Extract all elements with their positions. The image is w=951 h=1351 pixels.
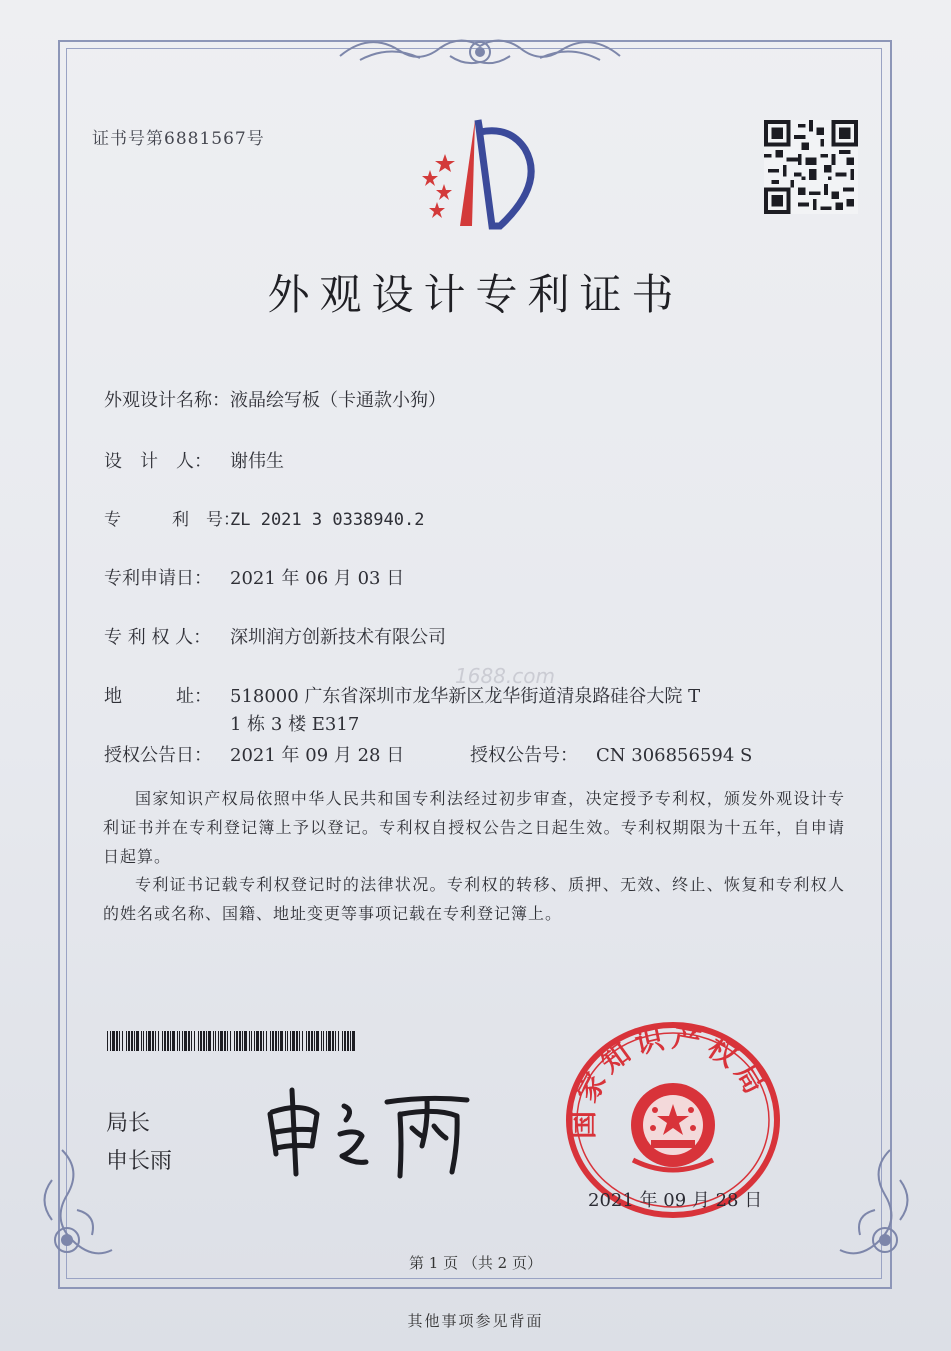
seal-text: 国家知识产权局 — [566, 1020, 775, 1139]
design-name-label: 外观设计名称： — [104, 390, 230, 411]
director-signature — [262, 1084, 477, 1179]
grant-date-value: 2021 年 09 月 28 日 — [230, 745, 405, 766]
filing-date-row — [104, 564, 404, 590]
filing-date-value: 2021 年 06 月 03 日 — [230, 568, 405, 589]
patentee-row — [104, 623, 446, 649]
grant-number-value: CN 306856594 S — [596, 745, 753, 766]
certificate-title: 外观设计专利证书 — [267, 270, 684, 319]
patent-number-row — [104, 505, 424, 530]
seal-date: 2021 年 09 月 28 日 — [588, 1190, 763, 1211]
address-value-line2: 1 栋 3 楼 E317 — [230, 714, 360, 735]
address-row — [104, 682, 700, 708]
filing-date-label: 专利申请日： — [104, 568, 212, 589]
patent-number-value: ZL 2021 3 0338940.2 — [230, 510, 425, 530]
notice-paragraph-1: 国家知识产权局依照中华人民共和国专利法经过初步审查，决定授予专利权，颁发外观设计专利证书并在专利登记簿上予以登记。专利权自授权公告之日起生效。专利权期限为十五年，自申请日起算。 — [103, 789, 845, 866]
design-name-value: 液晶绘写板（卡通款小狗） — [230, 390, 446, 411]
grant-date-row — [104, 741, 404, 767]
cnipa-logo-icon — [400, 114, 550, 234]
director-name: 申长雨 — [106, 1149, 173, 1174]
address-value-line1: 518000 广东省深圳市龙华新区龙华街道清泉路硅谷大院 T — [230, 686, 701, 707]
qr-code-icon — [762, 120, 860, 214]
designer-row — [104, 447, 284, 473]
certificate-number: 证书号第6881567号 — [92, 129, 265, 149]
director-title: 局长 — [106, 1111, 151, 1136]
grant-number-label: 授权公告号： — [470, 745, 578, 766]
barcode-icon — [107, 1031, 355, 1051]
patent-number-label: 专 利 号： — [104, 510, 240, 530]
patentee-label: 专 利 权 人： — [104, 627, 212, 648]
page-number: 第 1 页 （共 2 页） — [409, 1254, 542, 1272]
grant-number-row — [470, 741, 752, 767]
design-name-row — [104, 386, 446, 412]
designer-value: 谢伟生 — [230, 451, 284, 472]
address-label: 地 址： — [104, 686, 212, 707]
patentee-value: 深圳润方创新技术有限公司 — [230, 627, 446, 648]
top-ornament — [330, 26, 630, 72]
designer-label: 设 计 人： — [104, 451, 212, 472]
grant-date-label: 授权公告日： — [104, 745, 212, 766]
footer-note: 其他事项参见背面 — [407, 1312, 544, 1330]
watermark: 1688.com — [455, 664, 555, 688]
notice-paragraph-2: 专利证书记载专利权登记时的法律状况。专利权的转移、质押、无效、终止、恢复和专利权人的姓名或名称、国籍、地址变更等事项记载在专利登记簿上。 — [103, 875, 845, 923]
